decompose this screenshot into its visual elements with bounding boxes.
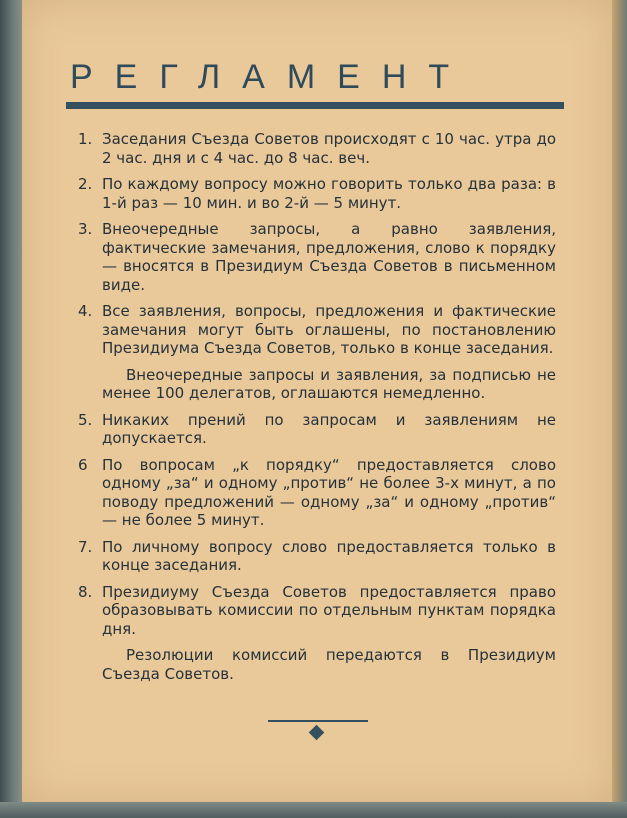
book-page-edge: [611, 0, 627, 818]
rule-8-note: Резолюции комиссий передаются в Президиум Съезда Советов.: [102, 646, 556, 683]
rule-number: 1.: [78, 130, 93, 148]
book-spine-edge: [0, 0, 22, 818]
rule-text: Президиуму Съезда Советов предоставляется право образовывать комиссии по отдельным пунктам порядка дня.: [102, 582, 556, 638]
ornament-line: [268, 720, 368, 722]
rule-item-7: [78, 538, 556, 575]
rule-number: 2.: [78, 175, 93, 193]
rule-item-6: [78, 456, 556, 530]
page-sheet: [22, 0, 612, 802]
rule-item-3: [78, 220, 556, 294]
title-underline: [66, 102, 564, 109]
rule-item-5: [78, 411, 556, 448]
rule-text: Все заявления, вопросы, предложения и фактические замечания могут быть оглашены, по постановлению Президиума Съезда Советов, только в конце заседания.: [102, 302, 556, 357]
rule-number: 4.: [78, 302, 93, 320]
rule-number: 5.: [78, 410, 93, 429]
rule-text: Заседания Съезда Советов происходят с 10 час. утра до 2 час. дня и с 4 час. до 8 час. веч.: [102, 130, 556, 167]
rule-number: 7.: [78, 537, 93, 556]
rule-4-note: Внеочередные запросы и заявления, за подписью не менее 100 делегатов, оглашаются немедленно.: [102, 365, 556, 402]
rule-text: По личному вопросу слово предоставляется только в конце заседания.: [102, 537, 556, 574]
rule-item-2: [78, 175, 556, 212]
rule-text: Внеочередные запросы, а равно заявления, фактические замечания, предложения, слово к порядку — вносятся в Президиум Съезда Советов в письменном виде.: [102, 220, 556, 294]
rule-item-1: [78, 130, 556, 167]
rule-number: 6: [78, 455, 88, 474]
rule-text: По каждому вопросу можно говорить только два раза: в 1-й раз — 10 мин. и во 2-й — 5 минут.: [102, 175, 556, 212]
rule-number: 8.: [78, 582, 93, 601]
rule-item-4: [78, 302, 556, 358]
rule-item-8: [78, 583, 556, 639]
rule-text: Никаких прений по запросам и заявлениям не допускается.: [102, 410, 556, 447]
diamond-icon: [309, 725, 325, 741]
closing-ornament: [268, 720, 368, 740]
book-bottom-edge: [0, 802, 627, 818]
rule-number: 3.: [78, 220, 93, 238]
page-title: РЕГЛАМЕНТ: [70, 58, 472, 96]
rule-text: По вопросам „к порядку“ предоставляется слово одному „за“ и одному „против“ не более 3-х минут, а по поводу предложений — одному „за“ и одному „против“ — не более 5 минут.: [102, 455, 556, 529]
rules-list: [78, 130, 556, 691]
